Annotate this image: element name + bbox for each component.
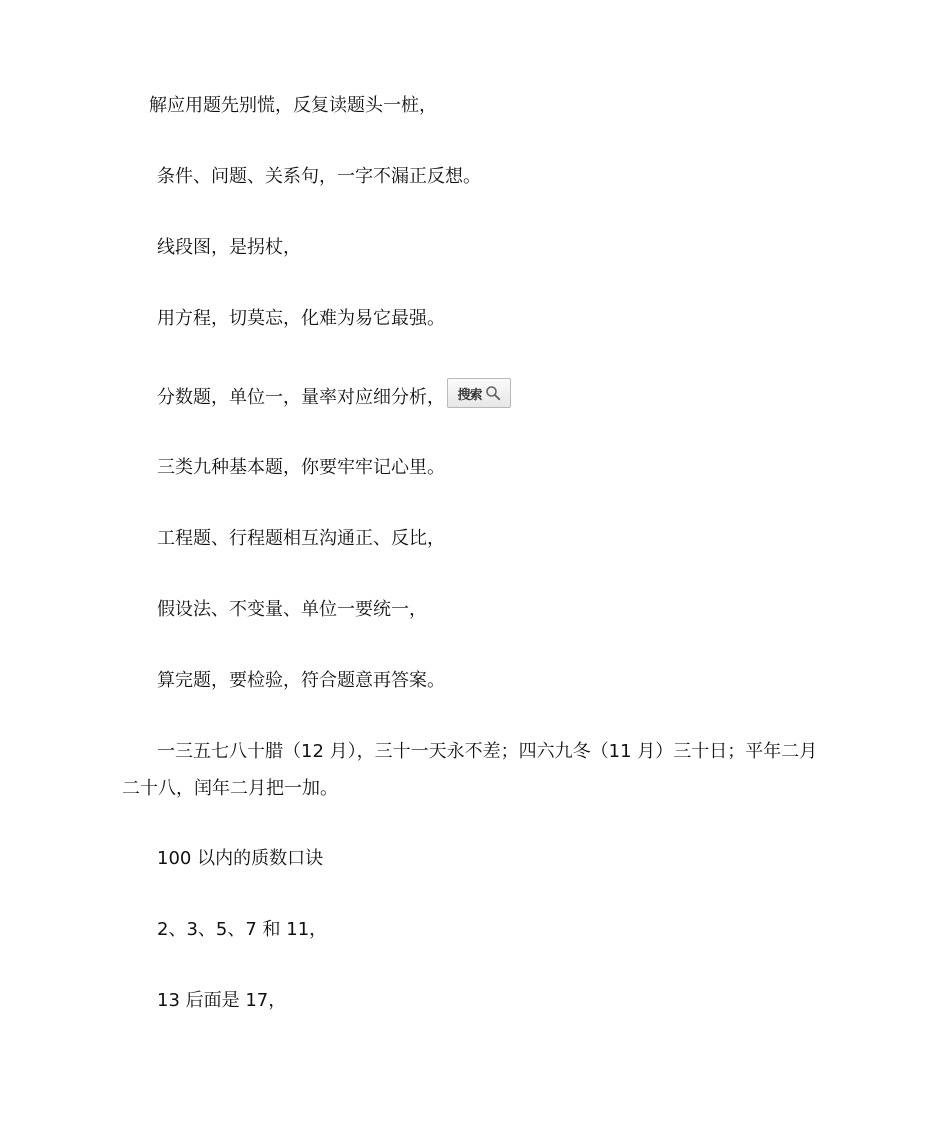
text-line-2: 条件、问题、关系句，一字不漏正反想。 — [157, 166, 481, 187]
text-line-5: 分数题，单位一，量率对应细分析， — [157, 387, 445, 408]
search-button-label: 搜索 — [457, 387, 482, 403]
text-line-8: 假设法、不变量、单位一要统一， — [157, 599, 427, 620]
text-line-9: 算完题，要检验，符合题意再答案。 — [157, 670, 445, 691]
text-line-primes-heading: 100 以内的质数口诀 — [157, 848, 324, 869]
search-button[interactable] — [447, 378, 511, 408]
text-line-3: 线段图，是拐杖， — [157, 237, 301, 258]
text-line-6: 三类九种基本题，你要牢牢记心里。 — [157, 457, 445, 478]
text-line-4: 用方程，切莫忘，化难为易它最强。 — [157, 308, 445, 329]
text-line-7: 工程题、行程题相互沟通正、反比， — [157, 528, 445, 549]
text-line-primes-2: 13 后面是 17， — [157, 990, 287, 1011]
text-paragraph-months: 一三五七八十腊（12 月），三十一天永不差；四六九冬（11 月）三十日；平年二月二十八，闰年二月把一加。 — [122, 741, 818, 799]
magnifier-icon — [485, 385, 501, 401]
text-line-primes-1: 2、3、5、7 和 11， — [157, 919, 328, 940]
text-line-1: 解应用题先别慌，反复读题头一桩， — [149, 95, 437, 116]
